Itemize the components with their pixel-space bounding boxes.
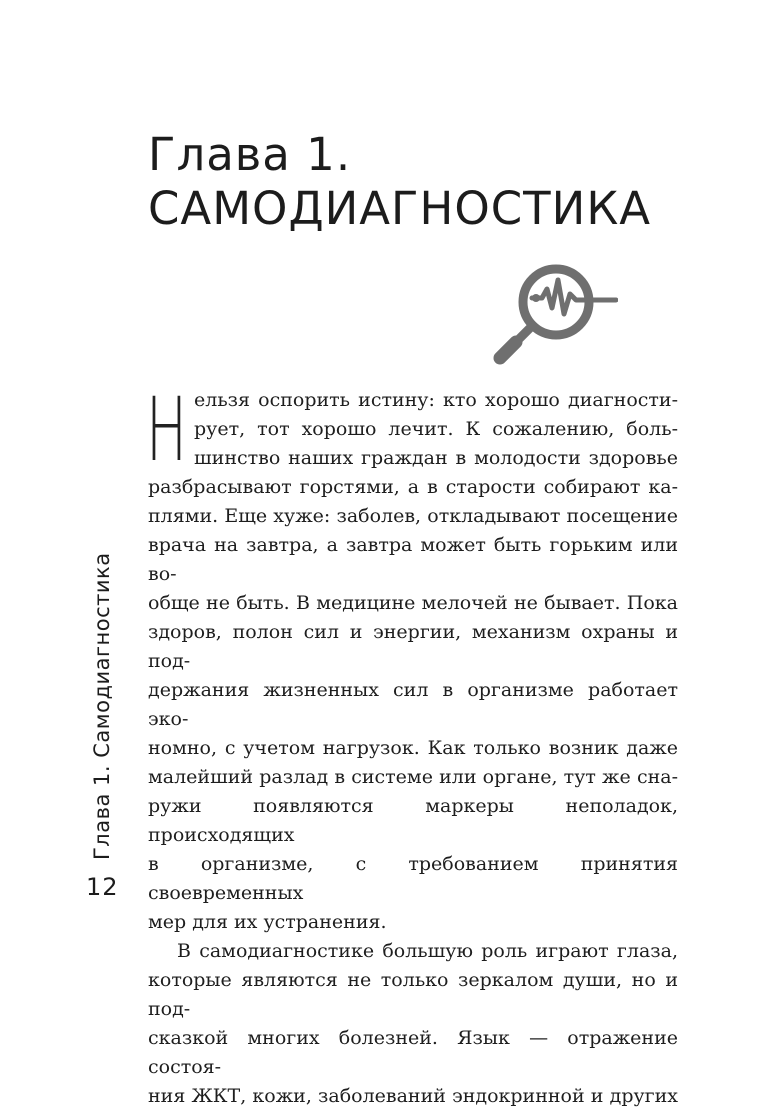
drop-cap: Н	[146, 378, 188, 481]
text-line: плями. Еще хуже: заболев, откладывают посещение	[148, 505, 678, 527]
text-line: мер для их устранения.	[148, 911, 387, 933]
text-line: держания жизненных сил в организме работает эко-	[148, 679, 678, 730]
text-line: здоров, полон сил и энергии, механизм охраны и под-	[148, 621, 678, 672]
body-text	[146, 378, 678, 1111]
text-line: разбрасывают горстями, а в старости собирают ка-	[148, 476, 678, 498]
text-line: шинство наших граждан в молодости здоровье	[194, 447, 678, 469]
running-head: Глава 1. Самодиагностика	[90, 552, 114, 860]
page-number: 12	[86, 873, 119, 901]
chapter-number: Глава 1.	[148, 128, 352, 181]
text-line: ния ЖКТ, кожи, заболеваний эндокринной и других	[148, 1085, 678, 1107]
text-line: в организме, с требованием принятия своевременных	[148, 853, 678, 904]
text-line: ружи появляются маркеры неполадок, происходящих	[148, 795, 678, 846]
text-line: малейший разлад в системе или органе, тут же сна-	[148, 766, 678, 788]
text-line: которые являются не только зеркалом души, но и под-	[148, 969, 678, 1020]
text-line: сказкой многих болезней. Язык — отражение состоя-	[148, 1027, 678, 1078]
text-line: ельзя оспорить истину: кто хорошо диагности-	[194, 389, 678, 411]
text-line: рует, тот хорошо лечит. К сожалению, боль-	[194, 418, 678, 440]
chapter-title	[148, 128, 651, 236]
magnifier-heartbeat-icon	[492, 262, 618, 368]
text-line: В самодиагностике большую роль играют глаза,	[177, 940, 678, 962]
text-line: врача на завтра, а завтра может быть горьким или во-	[148, 534, 678, 585]
chapter-name: САМОДИАГНОСТИКА	[148, 182, 652, 235]
text-line: обще не быть. В медицине мелочей не бывает. Пока	[148, 592, 678, 614]
text-line: номно, с учетом нагрузок. Как только возник даже	[148, 737, 678, 759]
